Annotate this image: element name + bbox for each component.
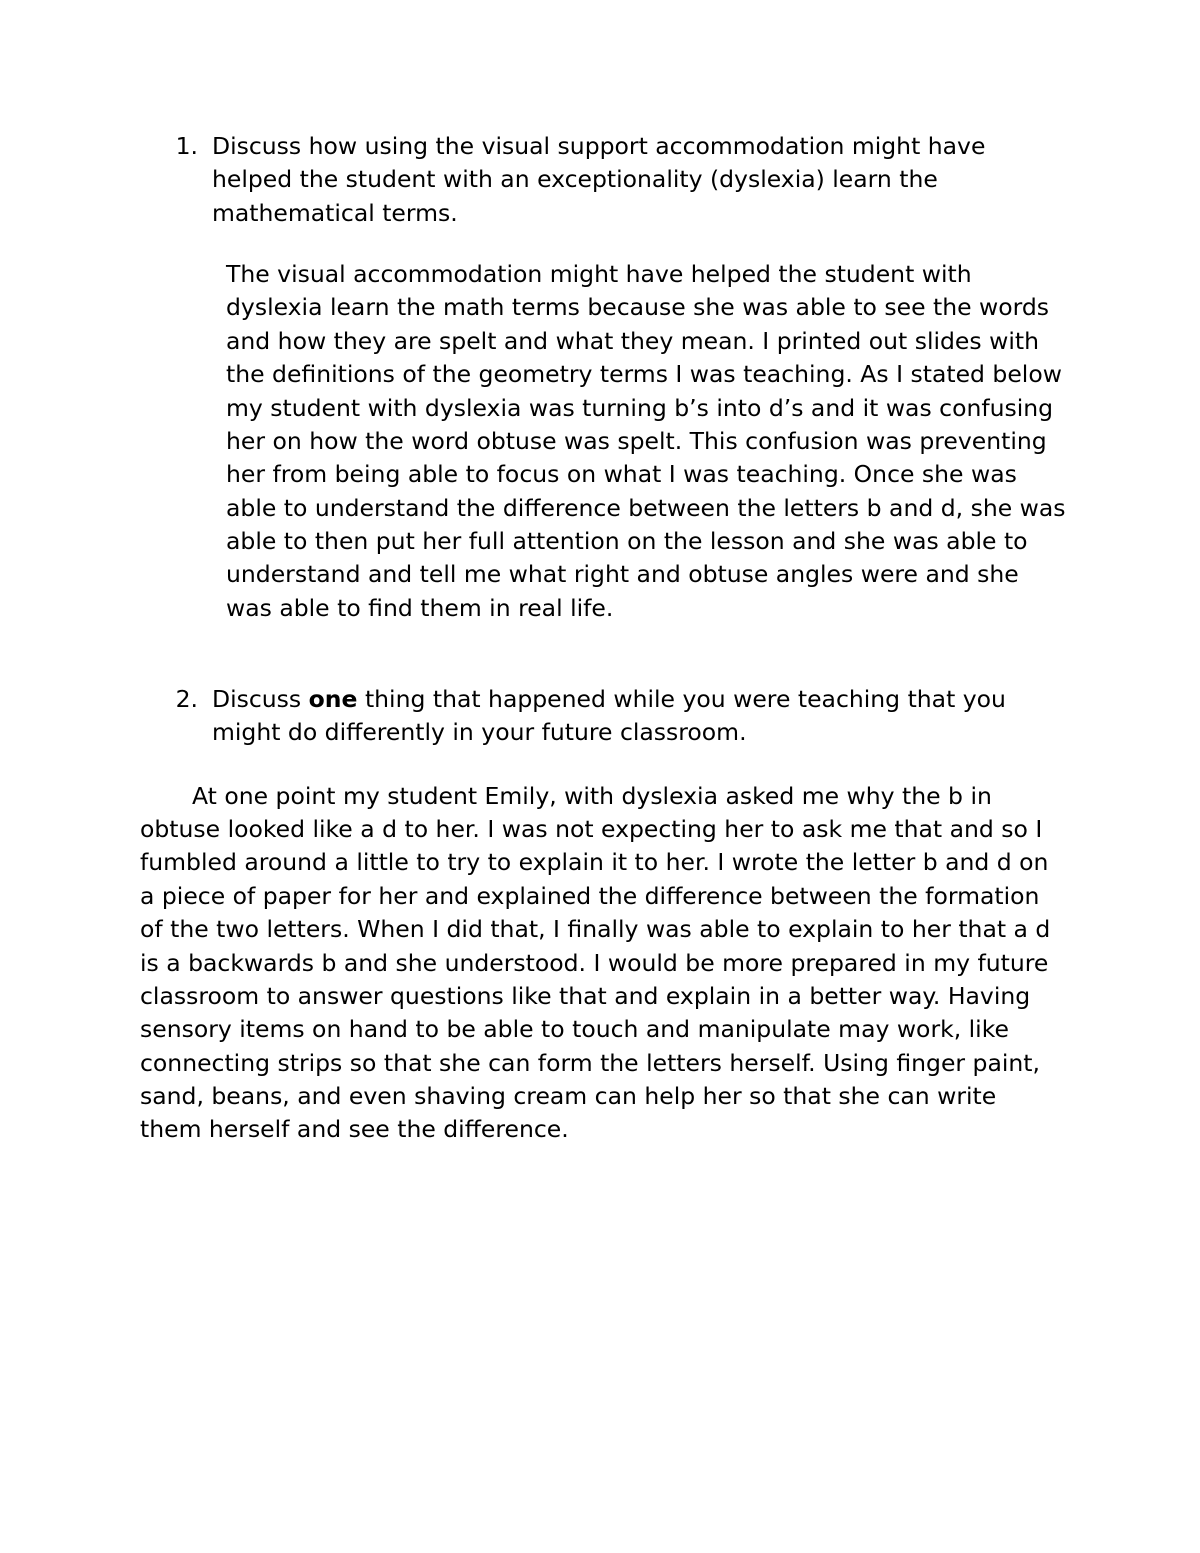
document-body [140,130,1066,1147]
answer-paragraph-1: The visual accommodation might have helped the student with dyslexia learn the math terms because she was able to see the words and how they are spelt and what they mean. I printed out slides with the definitions of the geometry terms I was teaching. As I stated below my student with dyslexia was turning b’s into d’s and it was confusing her on how the word obtuse was spelt. This confusion was preventing her from being able to focus on what I was teaching. Once she was able to understand the difference between the letters b and d, she was able to then put her full attention on the lesson and she was able to understand and tell me what right and obtuse angles were and she was able to find them in real life. [226,260,1066,622]
answer-paragraph-2: At one point my student Emily, with dyslexia asked me why the b in obtuse looked like a d to her. I was not expecting her to ask me that and so I fumbled around a little to try to explain it to her. I wrote the letter b and d on a piece of paper for her and explained the difference between the formation of the two letters. When I did that, I finally was able to explain to her that a d is a backwards b and she understood. I would be more prepared in my future classroom to answer questions like that and explain in a better way. Having sensory items on hand to be able to touch and manipulate may work, like connecting strips so that she can form the letters herself. Using finger paint, sand, beans, and even shaving cream can help her so that she can write them herself and see the difference. [140,781,1051,1144]
list-item [170,130,1060,230]
list-item-prompt [212,683,1060,750]
list-item [170,683,1060,750]
list-item-number: 2. [175,685,198,714]
prompt-text-2a: Discuss [212,685,309,714]
prompt-text-1: Discuss how using the visual support accommodation might have helped the student with an exceptionality (dyslexia) learn the mathematical terms. [212,132,986,227]
prompt-text-2b: thing that happened while you were teaching that you might do differently in your future classroom. [212,685,1006,747]
question-2-block [140,683,1060,750]
prompt-emphasis-one: one [308,685,358,714]
list-item-number: 1. [175,132,198,160]
list-item-prompt [212,130,1060,230]
